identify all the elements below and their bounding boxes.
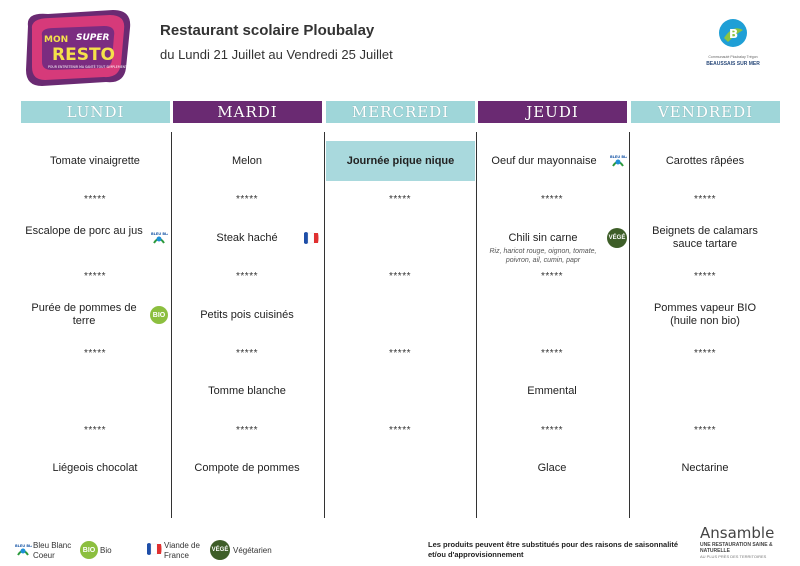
menu-item: Carottes râpées bbox=[665, 155, 745, 167]
legend-label-bio: Bio bbox=[100, 546, 112, 555]
separator-stars: ***** bbox=[236, 194, 258, 205]
menu-item: Emmental bbox=[527, 385, 577, 397]
separator-stars: ***** bbox=[541, 348, 563, 359]
separator-stars: ***** bbox=[84, 425, 106, 436]
separator-stars: ***** bbox=[541, 194, 563, 205]
column-divider bbox=[324, 132, 325, 518]
column-divider bbox=[171, 132, 172, 518]
menu-item: Pommes vapeur BIO (huile non bio) bbox=[653, 302, 757, 327]
day-header-mercredi: MERCREDI bbox=[326, 101, 475, 123]
separator-stars: ***** bbox=[541, 425, 563, 436]
separator-stars: ***** bbox=[694, 425, 716, 436]
page-subtitle: du Lundi 21 Juillet au Vendredi 25 Juillet bbox=[160, 47, 393, 62]
day-header-jeudi: JEUDI bbox=[478, 101, 627, 123]
bleu-blanc-coeur-icon bbox=[609, 152, 625, 168]
menu-item: Nectarine bbox=[681, 462, 729, 474]
day-header-lundi: LUNDI bbox=[21, 101, 170, 123]
menu-item: Beignets de calamars sauce tartare bbox=[652, 225, 758, 250]
svg-text:BLEU BLANC CŒUR: BLEU BL bbox=[610, 155, 627, 159]
separator-stars: ***** bbox=[236, 348, 258, 359]
ansamble-tagline: UNE RESTAURATION SAINE & NATURELLE bbox=[700, 542, 773, 554]
menu-item: Tomate vinaigrette bbox=[50, 155, 140, 167]
separator-stars: ***** bbox=[389, 425, 411, 436]
vegetarian-icon: VÉGÉ bbox=[607, 228, 627, 248]
ansamble-name: Ansamble bbox=[700, 524, 775, 542]
ansamble-subtagline: AU PLUS PRÈS DES TERRITOIRES bbox=[700, 554, 767, 559]
menu-item: Tomme blanche bbox=[208, 385, 286, 397]
separator-stars: ***** bbox=[389, 348, 411, 359]
bleu-blanc-coeur-icon bbox=[150, 229, 166, 245]
legend-label-bbc: Bleu Blanc Coeur bbox=[33, 541, 72, 560]
separator-stars: ***** bbox=[84, 348, 106, 359]
separator-stars: ***** bbox=[694, 271, 716, 282]
column-divider bbox=[476, 132, 477, 518]
separator-stars: ***** bbox=[389, 194, 411, 205]
day-header-vendredi: VENDREDI bbox=[631, 101, 780, 123]
town-logo bbox=[693, 16, 773, 72]
separator-stars: ***** bbox=[84, 271, 106, 282]
legend-bio-icon: BIO bbox=[80, 541, 98, 559]
svg-text:POUR ENTRETENIR MA SANTÉ TOUT: POUR ENTRETENIR MA SANTÉ TOUT SIMPLEMENT bbox=[48, 65, 127, 69]
separator-stars: ***** bbox=[236, 425, 258, 436]
menu-item: Purée de pommes de terre bbox=[31, 302, 137, 327]
menu-item-name: Chili sin carne bbox=[508, 232, 578, 244]
menu-item: Oeuf dur mayonnaise bbox=[491, 155, 597, 167]
legend-vegetarian-icon: VÉGÉ bbox=[210, 540, 230, 560]
menu-item: Escalope de porc au jus bbox=[25, 225, 143, 237]
svg-text:MON: MON bbox=[44, 35, 69, 45]
legend-label-france: Viande de France bbox=[164, 541, 200, 560]
town-emblem-icon bbox=[716, 16, 750, 50]
svg-text:BLEU BLANC CŒUR: BLEU BL bbox=[151, 232, 168, 236]
mon-super-resto-logo bbox=[18, 6, 136, 92]
menu-item: Petits pois cuisinés bbox=[200, 309, 294, 321]
menu-item bbox=[480, 232, 606, 265]
substitution-note: Les produits peuvent être substitués pour des raisons de saisonnalité et/ou d'approvisionnement bbox=[428, 540, 679, 559]
svg-text:RESTO: RESTO bbox=[52, 45, 115, 65]
legend-france-icon bbox=[145, 542, 163, 561]
ansamble-logo bbox=[700, 524, 792, 559]
separator-stars: ***** bbox=[84, 194, 106, 205]
menu-item: Compote de pommes bbox=[194, 462, 300, 474]
column-divider bbox=[629, 132, 630, 518]
svg-text:B: B bbox=[729, 27, 739, 41]
legend-bbc-icon bbox=[14, 541, 32, 562]
french-flag-icon bbox=[302, 231, 320, 245]
separator-stars: ***** bbox=[541, 271, 563, 282]
bio-icon: BIO bbox=[150, 306, 168, 324]
menu-item: Melon bbox=[232, 155, 262, 167]
town-logo-text: Communauté Ploubalay Trégon bbox=[708, 55, 758, 59]
separator-stars: ***** bbox=[236, 271, 258, 282]
page-title: Restaurant scolaire Ploubalay bbox=[160, 22, 375, 39]
menu-item: Steak haché bbox=[216, 232, 278, 244]
svg-text:BLEU BLANC CŒUR: BLEU BL bbox=[15, 544, 32, 548]
menu-item: Glace bbox=[537, 462, 567, 474]
separator-stars: ***** bbox=[694, 348, 716, 359]
legend-label-vege: Végétarien bbox=[233, 546, 272, 555]
menu-item: Liégeois chocolat bbox=[52, 462, 138, 474]
town-name: BEAUSSAIS SUR MER bbox=[706, 61, 760, 67]
separator-stars: ***** bbox=[694, 194, 716, 205]
menu-item-detail: Riz, haricot rouge, oignon, tomate, poivron, ail, cumin, papr bbox=[489, 248, 597, 264]
picnic-day-banner: Journée pique nique bbox=[326, 141, 475, 181]
day-header-mardi: MARDI bbox=[173, 101, 322, 123]
separator-stars: ***** bbox=[389, 271, 411, 282]
svg-text:SUPER: SUPER bbox=[76, 33, 110, 43]
